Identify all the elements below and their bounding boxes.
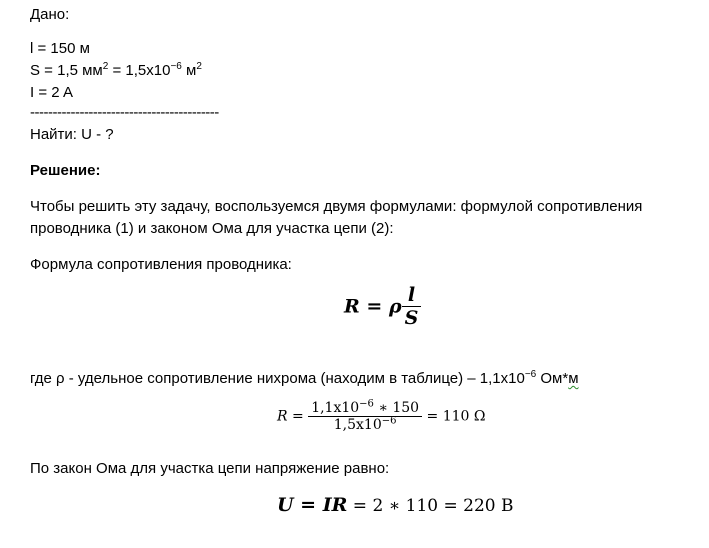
given-separator: ------------------------------------------ — [30, 104, 219, 121]
formula2-fraction — [308, 400, 422, 433]
formula2-den-sup: −6 — [381, 415, 397, 427]
formula2-num-b: ∗ 150 — [373, 400, 420, 416]
rho-unit-b: м — [568, 370, 579, 387]
intro-line-1: Чтобы решить эту задачу, воспользуемся двумя формулами: формулой сопротивления — [30, 198, 643, 215]
formula3-rhs: = 2 ∗ 110 = 220 В — [347, 496, 514, 516]
ohm-heading: По закон Ома для участка цепи напряжение равно: — [30, 460, 390, 477]
find-line: Найти: U - ? — [30, 126, 114, 143]
area-prefix: S = 1,5 мм — [30, 62, 103, 79]
formula1-numerator: l — [407, 284, 416, 306]
formula2-num-a: 1,1x10 — [311, 400, 360, 416]
rho-sup: −6 — [524, 369, 537, 380]
rho-text: где ρ - удельное сопротивление нихрома (находим в таблице) – 1,1x10 — [30, 370, 525, 387]
intro-line-2: проводника (1) и законом Ома для участка цепи (2): — [30, 220, 394, 237]
formula2-denominator — [308, 416, 422, 433]
given-area — [30, 62, 202, 80]
area-sup1: 2 — [102, 61, 109, 72]
rho-unit-a: Ом* — [536, 370, 569, 387]
area-sup2: −6 — [170, 61, 182, 72]
given-heading: Дано: — [30, 6, 70, 23]
formula3-lhs: U = IR — [277, 494, 348, 516]
resistance-formula — [344, 284, 421, 329]
voltage-formula — [277, 494, 513, 516]
formula1-fraction — [402, 284, 422, 329]
formula2-numerator — [308, 400, 422, 416]
formula1-denominator: S — [402, 306, 422, 329]
resistance-calculation — [277, 400, 485, 433]
formula2-rhs: = 110 Ω — [426, 408, 486, 425]
formula2-lhs: R = — [277, 408, 304, 425]
area-sup3: 2 — [196, 61, 202, 72]
formula1-lhs: R = ρ — [344, 295, 402, 318]
rho-description — [30, 370, 579, 388]
area-mid: = 1,5x10 — [108, 62, 171, 79]
given-current: I = 2 A — [30, 84, 73, 101]
solution-heading: Решение: — [30, 162, 101, 179]
area-unit: м — [181, 62, 197, 79]
resistance-heading: Формула сопротивления проводника: — [30, 256, 292, 273]
formula2-num-sup: −6 — [359, 398, 374, 410]
given-length: l = 150 м — [30, 40, 90, 57]
formula2-den-a: 1,5x10 — [333, 417, 382, 433]
